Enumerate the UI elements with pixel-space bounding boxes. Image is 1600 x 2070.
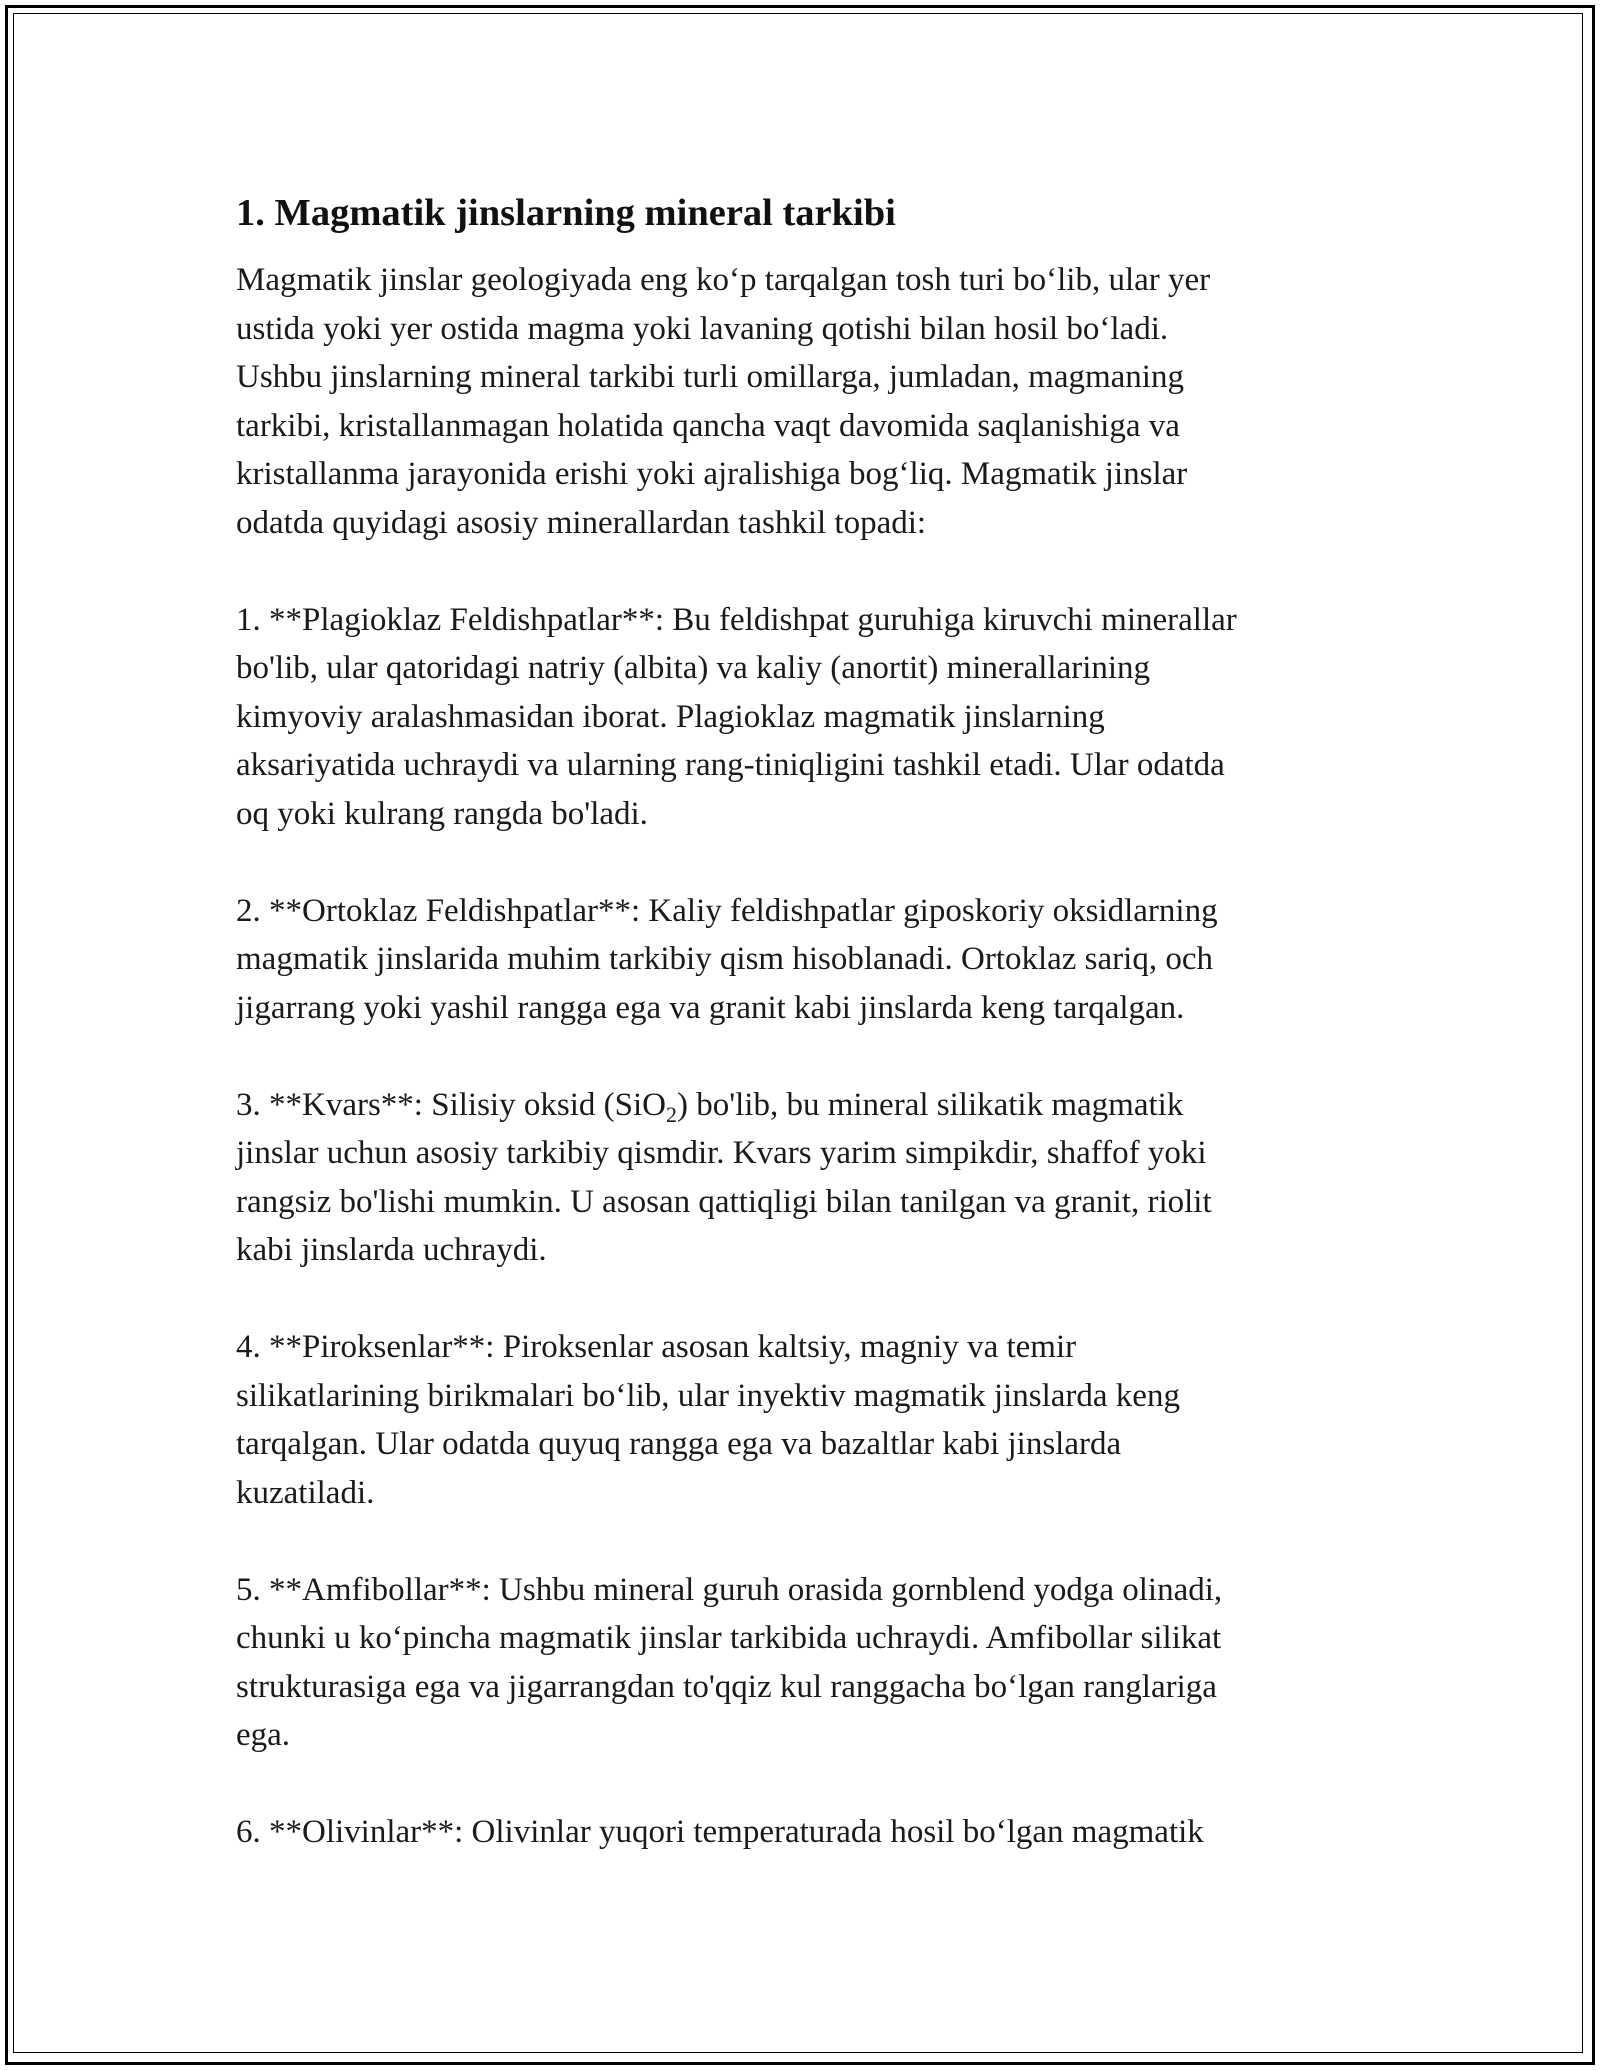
text-line: 1. **Plagioklaz Feldishpatlar**: Bu feldishpat guruhiga kiruvchi minerallar	[236, 601, 1237, 638]
text-line: tarkibi, kristallanmagan holatida qancha vaqt davomida saqlanishiga va	[236, 407, 1180, 444]
text-line: 6. **Olivinlar**: Olivinlar yuqori temperaturada hosil bo‘lgan magmatik	[236, 1814, 1204, 1850]
list-item-ortoklaz	[236, 887, 1376, 1033]
text-line: strukturasiga ega va jigarrangdan to'qqiz kul ranggacha bo‘lgan ranglariga	[236, 1668, 1217, 1705]
text-line: aksariyatida uchraydi va ularning rang-tiniqligini tashkil etadi. Ular odatda	[236, 747, 1225, 783]
text-line: magmatik jinslarida muhim tarkibiy qism hisoblanadi. Ortoklaz sariq, och	[236, 941, 1213, 977]
list-item-kvars	[236, 1081, 1376, 1275]
text-line: bo'lib, ular qatoridagi natriy (albita) va kaliy (anortit) minerallarining	[236, 650, 1151, 686]
list-item-piroksenlar	[236, 1323, 1376, 1517]
text-line: jigarrang yoki yashil rangga ega va granit kabi jinslarda keng tarqalgan.	[236, 989, 1185, 1026]
text-line: kuzatiladi.	[236, 1474, 375, 1511]
text-line: 5. **Amfibollar**: Ushbu mineral guruh orasida gornblend yodga olinadi,	[236, 1571, 1223, 1608]
text-line: 2. **Ortoklaz Feldishpatlar**: Kaliy feldishpatlar giposkoriy oksidlarning	[236, 892, 1218, 929]
intro-paragraph	[236, 256, 1376, 547]
text-line: chunki u ko‘pincha magmatik jinslar tarkibida uchraydi. Amfibollar silikat	[236, 1620, 1222, 1656]
document-body	[236, 188, 1376, 1905]
text-line: oq yoki kulrang rangda bo'ladi.	[236, 795, 648, 832]
text-line: kabi jinslarda uchraydi.	[236, 1232, 547, 1268]
list-item-plagioklaz	[236, 596, 1376, 839]
list-item-amfibollar	[236, 1566, 1376, 1760]
text-line: odatda quyidagi asosiy minerallardan tashkil topadi:	[236, 504, 927, 541]
text-line: kristallanma jarayonida erishi yoki ajralishiga bog‘liq. Magmatik jinslar	[236, 456, 1188, 492]
text-line: 4. **Piroksenlar**: Piroksenlar asosan kaltsiy, magniy va temir	[236, 1329, 1077, 1365]
text-line: ega.	[236, 1717, 291, 1753]
text-line: ustida yoki yer ostida magma yoki lavaning qotishi bilan hosil bo‘ladi.	[236, 310, 1169, 347]
text-line	[236, 1081, 1376, 1130]
text-fragment: 3. **Kvars**: Silisiy oksid (SiO	[236, 1086, 666, 1123]
text-fragment: ) bo'lib, bu mineral silikatik magmatik	[676, 1086, 1184, 1123]
text-line: silikatlarining birikmalari bo‘lib, ular inyektiv magmatik jinslarda keng	[236, 1377, 1180, 1414]
text-line: rangsiz bo'lishi mumkin. U asosan qattiqligi bilan tanilgan va granit, riolit	[236, 1183, 1212, 1220]
text-line: Magmatik jinslar geologiyada eng ko‘p tarqalgan tosh turi bo‘lib, ular yer	[236, 262, 1211, 298]
list-item-olivinlar	[236, 1808, 1376, 1857]
text-line: Ushbu jinslarning mineral tarkibi turli omillarga, jumladan, magmaning	[236, 359, 1184, 395]
section-heading: 1. Magmatik jinslarning mineral tarkibi	[236, 192, 896, 234]
text-line: kimyoviy aralashmasidan iborat. Plagioklaz magmatik jinslarning	[236, 698, 1105, 735]
text-line: tarqalgan. Ular odatda quyuq rangga ega va bazaltlar kabi jinslarda	[236, 1426, 1122, 1462]
subscript: 2	[665, 1101, 677, 1127]
text-line: jinslar uchun asosiy tarkibiy qismdir. Kvars yarim simpikdir, shaffof yoki	[236, 1135, 1207, 1171]
